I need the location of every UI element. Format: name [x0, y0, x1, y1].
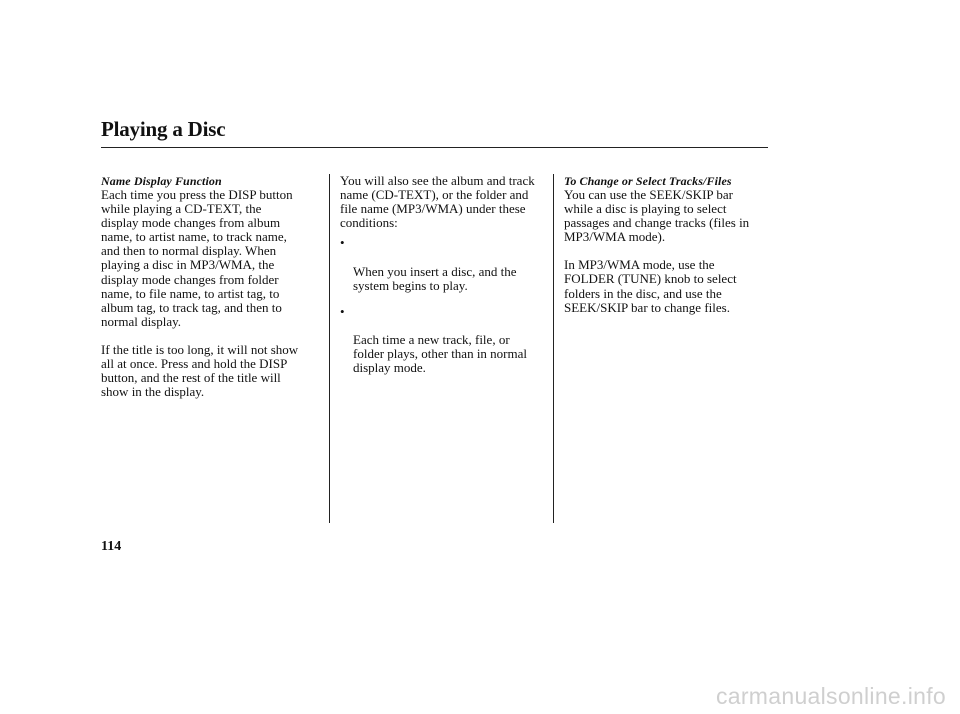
page-number: 114 [101, 539, 122, 554]
paragraph: You can use the SEEK/SKIP bar while a disc is playing to select passages and change tracks (files in MP3/WMA mode). [564, 187, 750, 245]
section-heading-change-select: To Change or Select Tracks/Files [564, 174, 732, 188]
bullet-icon: • [340, 303, 345, 319]
list-item [340, 305, 550, 375]
bullet-icon: • [340, 235, 345, 251]
column-divider [553, 174, 554, 523]
page-title: Playing a Disc [101, 117, 226, 141]
column-name-display [101, 188, 327, 413]
paragraph: If the title is too long, it will not show all at once. Press and hold the DISP button, and the rest of the title will show in the display. [101, 341, 299, 400]
paragraph: In MP3/WMA mode, use the FOLDER (TUNE) knob to select folders in the disc, and use the SEEK/SKIP bar to change files. [564, 257, 737, 315]
title-divider [101, 147, 768, 148]
column-album-track [340, 174, 550, 387]
conditions-list [340, 236, 550, 375]
list-item-text: When you insert a disc, and the system begins to play. [353, 263, 517, 293]
list-item-text: Each time a new track, file, or folder plays, other than in normal display mode. [353, 331, 528, 376]
column-divider [329, 174, 330, 523]
list-item [340, 236, 550, 292]
paragraph: You will also see the album and track name (CD-TEXT), or the folder and file name (MP3/WMA) under these conditions: [340, 173, 535, 231]
section-heading-name-display: Name Display Function [101, 174, 222, 188]
watermark: carmanualsonline.info [715, 683, 946, 709]
paragraph: Each time you press the DISP button while playing a CD-TEXT, the display mode changes from album name, to artist name, to track name, and then to normal display. When playing a disc in MP3/WMA, the display mode changes from folder name, to file name, to artist tag, to album tag, to track tag, and then to normal display. [101, 187, 293, 329]
column-change-select [564, 188, 774, 329]
